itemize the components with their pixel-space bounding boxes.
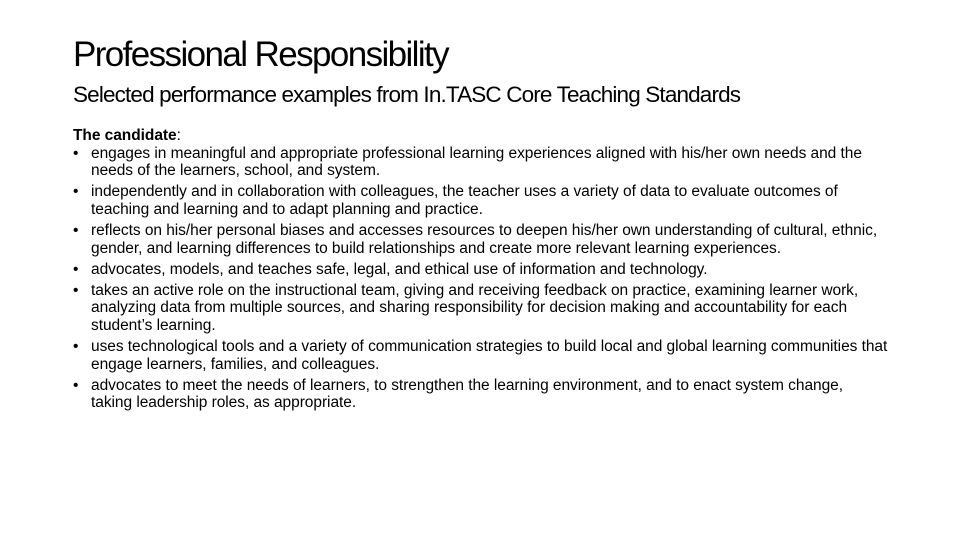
list-item-text: takes an active role on the instructional team, giving and receiving feedback on practice, examining learner work, analyzing data from multiple sources, and sharing responsibility for decision making and accountability for each student’s learning. [91,281,859,334]
bullet-icon: • [73,338,79,356]
list-item-text: uses technological tools and a variety of communication strategies to build local and global learning communities that engage learners, families, and colleagues. [91,338,888,373]
list-item-text: advocates to meet the needs of learners, to strengthen the learning environment, and to enact system change, taking leadership roles, as appropriate. [91,376,843,412]
lead-colon: : [176,127,181,144]
bullet-icon: • [73,376,79,394]
bullet-icon: • [73,260,79,278]
bullet-icon: • [73,144,79,162]
list-item [73,338,888,373]
list-item-text: engages in meaningful and appropriate professional learning experiences aligned with his/her own needs and the needs of the learners, school, and system. [91,144,862,180]
list-item [73,145,888,180]
list-item [73,183,888,218]
list-item-text: reflects on his/her personal biases and accesses resources to deepen his/her own understanding of cultural, ethnic, gender, and learning differences to build relationships and create more relevant learning experiences. [91,221,878,257]
bullet-icon: • [73,221,79,239]
bullet-icon: • [73,183,79,201]
bullet-icon: • [73,281,79,299]
slide-title: Professional Responsibility [73,35,449,74]
list-item [73,222,888,257]
list-item-text: advocates, models, and teaches safe, legal, and ethical use of information and technology. [91,260,708,278]
list-item [73,377,888,412]
slide-body [73,127,888,415]
list-item [73,261,888,279]
performance-list [73,145,888,412]
list-item [73,282,888,335]
lead-text [73,127,888,145]
lead-label: The candidate [73,127,177,144]
slide-subtitle: Selected performance examples from In.TASC Core Teaching Standards [73,82,741,107]
list-item-text: independently and in collaboration with colleagues, the teacher uses a variety of data to evaluate outcomes of teaching and learning and to adapt planning and practice. [91,183,838,218]
